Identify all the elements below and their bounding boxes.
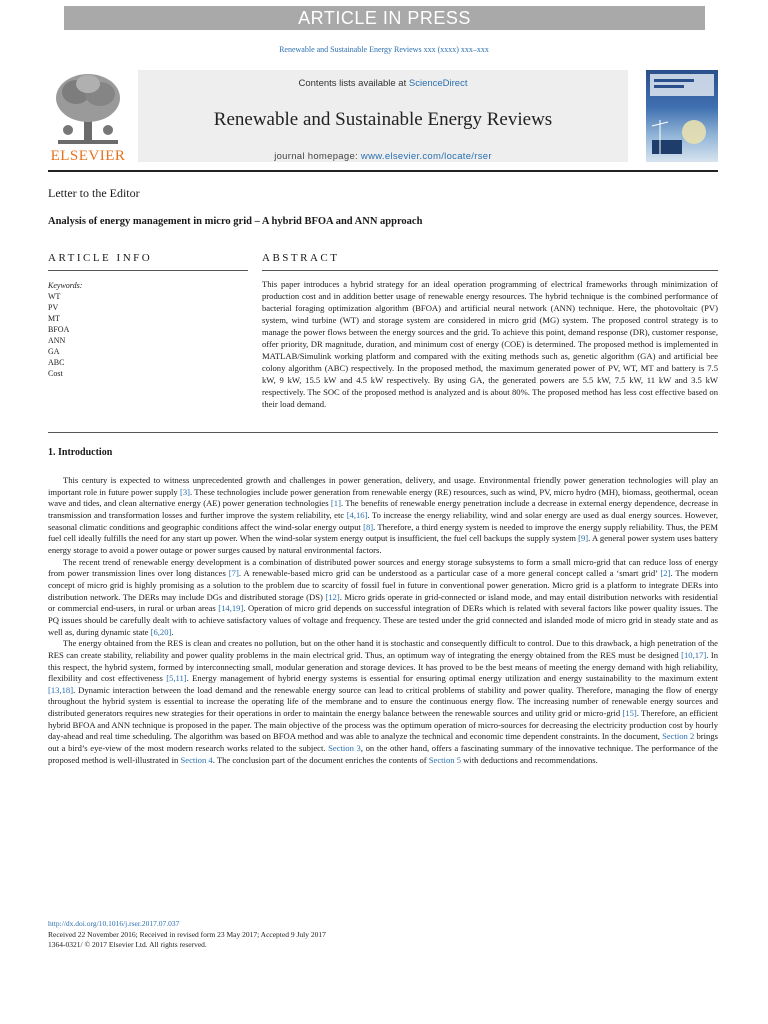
keyword: ANN [48,336,66,345]
citation-link[interactable]: [15] [622,708,637,719]
keyword: ABC [48,358,65,367]
article-footer [48,919,326,951]
article-info-heading: ARTICLE INFO [48,252,153,264]
keyword: WT [48,292,61,301]
citation-link[interactable]: [5,11] [166,673,187,684]
citation-link[interactable]: [2] [660,568,671,579]
text-run: This century is expected to witness unprecedented growth and challenges in power generation, delivery, and usage. Environmental friendly power generation technologies will play an important role in future power supply [48,475,718,497]
masthead [48,70,718,165]
section-link[interactable]: Section 4 [180,754,213,765]
citation-link[interactable]: [12] [325,591,340,602]
text-run: . Micro grids operate in grid-connected or island mode, and may entail distribution networks with residential or commercial end-users, in rural or urban areas [48,591,718,614]
intro-paragraph-3 [48,638,718,766]
homepage-prefix: journal homepage: [274,151,361,162]
citation-link[interactable]: [4,16] [346,509,368,520]
keyword: BFOA [48,325,70,334]
text-run: . [171,626,174,637]
article-info-divider [48,270,248,271]
journal-homepage-line [138,151,628,162]
section-link[interactable]: Section 3 [328,743,361,754]
keywords-label: Keywords: [48,281,83,290]
cover-artwork-icon [646,70,718,162]
text-run: . In this respect, the hybrid system, formed by interconnecting small, modular generation and storage devices. It has proved to be the best means of meeting the energy demand with high reliability, flexibility and cost effectiveness [48,649,718,684]
received-dates: Received 22 November 2016; Received in revised form 23 May 2017; Accepted 9 July 2017 [48,929,326,939]
copyright-notice: 1364-0321/ © 2017 Elsevier Ltd. All rights reserved. [48,940,207,949]
intro-paragraph-1 [48,475,718,557]
sciencedirect-link[interactable]: ScienceDirect [408,78,468,89]
citation-link[interactable]: [1] [330,498,341,509]
article-title: Analysis of energy management in micro grid – A hybrid BFOA and ANN approach [48,216,423,227]
text-run: . The conclusion part of the document enriches the contents of [212,754,429,765]
abstract-divider [262,270,718,271]
elsevier-wordmark: ELSEVIER [50,148,126,164]
text-run: The energy obtained from the RES is clean and creates no pollution, but on the other hand it is stochastic and consequently difficult to control. Due to this drawback, a high penetration of the RES can create stability, reliability and power quality problems in the main electrical grid. Thus, an optimum way of integrating the energy obtained from the RES must be designed [48,638,718,660]
keyword: GA [48,347,60,356]
citation-link[interactable]: [8] [363,521,374,532]
elsevier-tree-icon [48,70,128,148]
text-run: . These technologies include power generation from renewable energy (RE) resources, such as wind, PV, micro hydro (MH), biomass, geothermal, ocean wave and tides, and clean alternative energy (AE) power generation technologies [48,486,718,509]
journal-title: Renewable and Sustainable Energy Reviews [213,109,553,130]
text-run: . Operation of micro grid depends on successful integration of DERs which is related with several factors like power quality issues. The PQ issues should be carefully dealt with to achieve satisfactory values of voltage and frequency. These are tested under the grid connected and islanded mode of micro grid in steady state and as well as, during dynamic state [48,603,718,637]
introduction-heading: 1. Introduction [48,447,113,458]
article-type: Letter to the Editor [48,186,140,200]
abstract-bottom-divider [48,432,718,433]
journal-header-box [138,70,628,162]
text-run: The recent trend of renewable energy development is a combination of distributed power sources and energy storage subsystems to form a small micro-grid that can reduce loss of energy from power transmission lines over long distances [48,556,718,579]
contents-prefix: Contents lists available at [298,78,409,89]
journal-reference-link[interactable]: Renewable and Sustainable Energy Reviews xxx (xxxx) xxx–xxx [279,45,489,54]
citation-link[interactable]: [10,17] [681,649,707,660]
abstract-heading: ABSTRACT [262,252,340,264]
keyword: MT [48,314,60,323]
text-run: with deductions and recommendations. [461,754,598,765]
text-run: . A renewable-based micro grid can be understood as a particular case of a more general concept called a ‘smart grid’ [238,568,661,579]
intro-paragraph-2 [48,557,718,639]
text-run: . Therefore, a third energy system is needed to improve the energy supply reliability. Thus, the PEM fuel cell ideally fulfills the need for any start up power. When the wind-solar system energy output is insufficient, the fuel cell backups the supply system [48,521,718,544]
doi-link[interactable]: http://dx.doi.org/10.1016/j.rser.2017.07.037 [48,919,180,928]
contents-line [138,78,628,89]
citation-link[interactable]: [9] [578,533,589,544]
citation-link[interactable]: [6,20] [150,626,172,637]
article-in-press-banner: ARTICLE IN PRESS [64,6,705,30]
keyword: Cost [48,369,63,378]
section-link[interactable]: Section 2 [662,731,695,742]
abstract-text: This paper introduces a hybrid strategy for an ideal operation programming of electrical frameworks through minimization of production cost and in addition better usage of renewable energy resources. The hybrid technique is the combined performance of bacterial foraging optimization algorithm (BFOA) and artificial neural network (ANN) technique. Here, the photovoltaic (PV) system, wind turbine (WT) and storage system are considered in micro grid (MG) system. The proposed control strategy is to manage the power flows between the energy sources and the grid. To achieve this point, demand response (DR), customer response, offer priority, DR magnitude, duration, and minimum cost of energy (COE) is determined. The proposed method is implemented in MATLAB/Simulink working platform and compared with the exiting methods such as, genetic algorithm (GA) and artificial bee colony algorithm (ABC) respectively. In the proposed method, the maximum generated power of PV, WT, MT and battery is 7.5 kW, 9 kW, 15.5 kW and 4.5 kW respectively. By using GA, the generated powers are 5.5 kW, 7.5 kW, 11 kW and 3.5 kW respectively. The SOC of the proposed method is analyzed and is about 80%. The proposed method has less cost effective based on their load demand. [262,279,718,409]
journal-cover-image [646,70,718,162]
masthead-divider [48,170,718,172]
homepage-link[interactable]: www.elsevier.com/locate/rser [360,151,492,162]
keyword: PV [48,303,59,312]
section-link[interactable]: Section 5 [428,754,461,765]
text-run: . The modern concept of micro grid is highly promising as a solution to the problem due to scarcity of fossil fuel in future in conventional power generation. Micro grid is a platform to integrate DERs into distribution network. The DERs may include DGs and distributed storage (DS) [48,568,719,602]
keywords-block [48,280,82,379]
citation-link[interactable]: [13,18] [48,684,74,695]
text-run: . Therefore, an efficient hybrid BFOA and ANN technique is proposed in the paper. The main objective of the process was the optimum operation of micro-sources for decreasing the electricity production cost by hourly day-ahead and real time scheduling. The algorithm was based on BFOA method and was able to analyze the technical and economic time dependent constraints. In the document, [48,708,719,742]
introduction-body [48,475,718,766]
citation-link[interactable]: [7] [228,568,239,579]
elsevier-logo [48,70,128,165]
citation-link[interactable]: [14,19] [218,603,244,614]
text-run: . Energy management of hybrid energy systems is essential for ensuring optimal energy utilization and energy sustainability to the maximum extent [186,673,719,684]
text-run: . The benefits of renewable energy penetration include a decrease in external energy dependence, decrease in transmission and transformation losses and further improve the system reliability, etc [48,498,718,520]
text-run: brings out a bird’s eye-view of the most modern research works related to the subject. [48,731,718,754]
citation-link[interactable]: [3] [179,486,190,497]
text-run: , on the other hand, offers a fascinating summary of the innovative technique. The performance of the proposed method is well-illustrated in [48,743,718,765]
text-run: . Dynamic interaction between the load demand and the renewable energy source can lead to critical problems of stability and power quality. Therefore, managing the flow of energy throughout the hybrid system is essential to increase the operating life of the membrane and to ensure the continuous energy flow. The increasing number of renewable energy sources and distributed generators requires new strategies for their operations in order to maintain the energy balance between the renewable sources and utility grid or micro-grid [48,684,718,719]
text-run: . To increase the energy reliability, wind and solar energy are used as dual energy sources. However, seasonal climatic conditions and geographic conditions affect the wind-solar energy output [48,509,718,532]
text-run: . A general power system uses battery energy storage to avoid a power outage or power surges caused by natural environmental factors. [48,533,718,555]
